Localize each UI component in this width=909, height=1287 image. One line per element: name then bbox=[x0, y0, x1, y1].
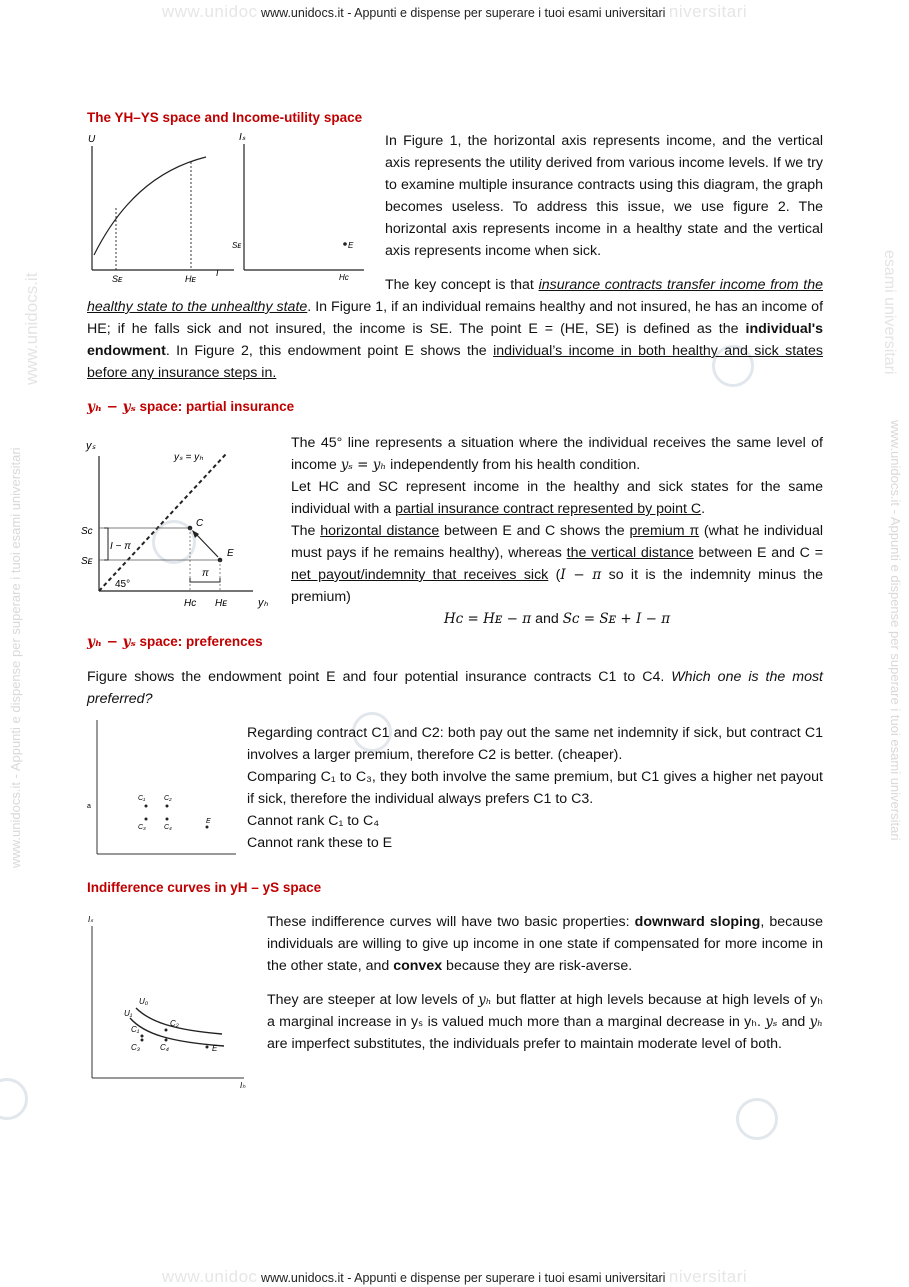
endowment-point bbox=[343, 242, 347, 246]
right-side-watermark: www.unidocs.it - Appunti e dispense per superare i tuoi esami universitari bbox=[888, 420, 903, 841]
s4-p1-bold-2: convex bbox=[393, 958, 443, 974]
left-side-watermark-ghost: www.unidocs.it bbox=[22, 272, 41, 385]
pi-hc-label: Hᴄ bbox=[184, 598, 197, 609]
utility-curve bbox=[94, 157, 206, 255]
section3-heading bbox=[87, 634, 263, 650]
pi-he-label: Hᴇ bbox=[215, 598, 227, 609]
s2-line1-math: yₛ = yₕ bbox=[340, 457, 387, 473]
pref-e-label: E bbox=[206, 818, 211, 825]
s3-intro-question: Which one is the most preferred? bbox=[87, 669, 823, 707]
section1-p1-text: In Figure 1, the horizontal axis represents income, and the vertical axis represents the utility derived from various income levels. If we try to examine multiple insurance contracts using this diagram, the graph becomes useless. To address this issue, we use figure 2. The horizontal axis represents income in a healthy state and the vertical axis represents income when sick. bbox=[385, 133, 823, 259]
ic-xlabel: Iₕ bbox=[240, 1081, 246, 1090]
p2-part-f-underlined: individual’s income in both healthy and sick states before any insurance steps in. bbox=[87, 343, 823, 381]
header-text: www.unidocs.it - Appunti e dispense per superare i tuoi esami universitari bbox=[261, 6, 666, 20]
pi-line-label: yₛ = yₕ bbox=[174, 452, 204, 463]
ic-u1-label: U₁ bbox=[124, 1009, 133, 1018]
s4-p1-bold-1: downward sloping bbox=[634, 914, 761, 930]
pi-angle-label: 45° bbox=[115, 579, 131, 590]
fig2-point-label: E bbox=[348, 241, 354, 250]
s4-p2-d: are imperfect substitutes, the individuals prefer to maintain moderate level of both. bbox=[267, 1036, 782, 1052]
ic-e-label: E bbox=[212, 1044, 218, 1053]
section2-heading-text: space: partial insurance bbox=[135, 399, 295, 414]
pi-xlabel: yₕ bbox=[258, 597, 268, 609]
p2-part-e: . In Figure 2, this endowment point E shows the bbox=[165, 343, 494, 359]
pi-bracket-label: I − π bbox=[110, 541, 131, 552]
p2-part-c: . In Figure 1, if an individual remains healthy and not insured, he has an income of HE; if he falls sick and not insured, the income is SE. The point E = (HE, SE) is defined as the bbox=[87, 299, 824, 337]
ic-c4-label: C₄ bbox=[160, 1043, 169, 1052]
section3-heading-text: space: preferences bbox=[135, 634, 263, 649]
ic-c1-label: C₁ bbox=[131, 1025, 140, 1034]
header-ghost-right: niversitari bbox=[668, 2, 748, 21]
s3-line4: Cannot rank these to E bbox=[247, 835, 393, 851]
s4-p1-a: These indifference curves will have two basic properties: bbox=[267, 914, 635, 930]
left-side-watermark: www.unidocs.it - Appunti e dispense per superare i tuoi esami universitari bbox=[8, 447, 23, 868]
pref-a-label: a bbox=[87, 803, 91, 810]
pi-ylabel: yₛ bbox=[86, 440, 96, 452]
section3-heading-math: yₕ − yₛ bbox=[87, 634, 136, 650]
s4-p2-c: and bbox=[777, 1014, 810, 1030]
pref-c4-label: C₄ bbox=[164, 824, 172, 831]
s2-line3-i: ( bbox=[548, 567, 561, 583]
pi-c-label: C bbox=[196, 518, 204, 529]
s4-p2-a: They are steeper at low levels of bbox=[267, 992, 479, 1008]
watermark-logo-icon bbox=[0, 1078, 28, 1120]
s2-eq-and: and bbox=[531, 611, 563, 627]
ic-u0-label: U₀ bbox=[139, 997, 149, 1006]
header-ghost-left: www.unidoc bbox=[161, 2, 258, 21]
section3-intro bbox=[87, 666, 823, 710]
p2-part-a: The key concept is that bbox=[385, 277, 539, 293]
preferences-diagram bbox=[84, 716, 244, 861]
section3-text bbox=[247, 722, 823, 854]
pref-c1-label: C₁ bbox=[138, 795, 146, 802]
p2-part-d-bold: individual's endowment bbox=[87, 321, 823, 359]
s2-line1-end: independently from his health condition. bbox=[386, 457, 641, 473]
watermark-logo-icon bbox=[736, 1098, 778, 1140]
footer-text: www.unidocs.it - Appunti e dispense per superare i tuoi esami universitari bbox=[261, 1271, 666, 1285]
fig1-tick-he: Hᴇ bbox=[185, 274, 196, 284]
pi-e-label: E bbox=[227, 548, 234, 559]
section2-heading-math: yₕ − yₛ bbox=[87, 399, 136, 415]
s4-p2-b: but flatter at high levels because at high levels of yₕ a marginal increase in yₛ is valued much more than a marginal decrease in yₕ. bbox=[267, 992, 823, 1030]
indifference-curves-diagram bbox=[84, 910, 259, 1090]
section1-heading: The YH–YS space and Income-utility space bbox=[87, 110, 363, 125]
ic-c2-label: C₂ bbox=[170, 1019, 179, 1028]
ic-c3-label: C₃ bbox=[131, 1043, 140, 1052]
footer-ghost-right: niversitari bbox=[668, 1267, 748, 1286]
s2-line3-math: I − π bbox=[560, 567, 602, 583]
s4-p2-math1: yₕ bbox=[478, 992, 492, 1008]
fig2-ytick-se: Sᴇ bbox=[232, 241, 242, 250]
s3-intro-a: Figure shows the endowment point E and four potential insurance contracts C1 to C4. bbox=[87, 669, 672, 685]
s3-line2: Comparing C₁ to C₃, they both involve the same premium, but C1 gives a higher net payout if sick, therefore the individual always prefers C1 to C3. bbox=[247, 769, 823, 807]
s2-line2-a: Let HC and SC represent income in the healthy and sick states for the same individual with a bbox=[291, 479, 823, 517]
s2-line3-f: the vertical distance bbox=[566, 545, 694, 561]
pi-sc-label: Sᴄ bbox=[81, 526, 93, 537]
s2-eq2: Sᴄ = Sᴇ + I − π bbox=[562, 611, 671, 627]
fig1-tick-se: Sᴇ bbox=[112, 274, 123, 284]
section4-heading: Indifference curves in yH – yS space bbox=[87, 880, 322, 895]
s2-line2-underlined: partial insurance contract represented by point C bbox=[395, 501, 702, 517]
right-side-watermark-ghost: esami universitari bbox=[881, 250, 898, 375]
s2-line3-d: premium π bbox=[629, 523, 700, 539]
s4-p2-math3: yₕ bbox=[809, 1014, 824, 1030]
s2-line3-e: (what he individual must pays if he remains healthy), whereas bbox=[291, 523, 823, 561]
s4-p1-c: , because individuals are willing to give up income in one state if compensated for more income in the other state, and bbox=[267, 914, 823, 974]
s2-eq1: Hᴄ = Hᴇ − π bbox=[443, 611, 532, 627]
ic-ylabel: Iₛ bbox=[88, 915, 94, 924]
fig1-xlabel: I bbox=[216, 268, 219, 278]
figure1-figure2-diagrams bbox=[84, 130, 374, 290]
s2-line2-c: . bbox=[701, 501, 706, 517]
section1-paragraph-1 bbox=[385, 130, 823, 262]
section2-heading bbox=[87, 399, 294, 415]
partial-insurance-diagram bbox=[78, 436, 278, 616]
pi-pi-label: π bbox=[202, 568, 209, 579]
page-header bbox=[0, 2, 909, 22]
s2-line3-g: between E and C = bbox=[693, 545, 824, 561]
s2-line3-a: The bbox=[291, 523, 321, 539]
p2-part-b-underlined: insurance contracts transfer income from the healthy state to the unhealthy state bbox=[87, 277, 823, 315]
pi-se-label: Sᴇ bbox=[81, 556, 93, 567]
section1-paragraph-2 bbox=[87, 274, 823, 384]
s2-line3-c: between E and C shows the bbox=[439, 523, 630, 539]
s2-line3-h: net payout/indemnity that receives sick bbox=[291, 567, 549, 583]
fig2-xtick: Hᴄ bbox=[339, 273, 349, 282]
s4-p1-e: because they are risk-averse. bbox=[442, 958, 633, 974]
pref-c2-label: C₂ bbox=[164, 795, 172, 802]
s2-line3-b: horizontal distance bbox=[320, 523, 440, 539]
s4-p2-math2: yₛ bbox=[765, 1014, 778, 1030]
footer-ghost-left: www.unidoc bbox=[161, 1267, 258, 1286]
fig1-ylabel: U bbox=[88, 134, 96, 145]
s3-line3: Cannot rank C₁ to C₄ bbox=[247, 813, 380, 829]
pref-c3-label: C₃ bbox=[138, 824, 146, 831]
s2-line1: The 45° line represents a situation where the individual receives the same level of income bbox=[291, 435, 823, 473]
section4-text bbox=[267, 911, 823, 1055]
fig2-ylabel: Iₛ bbox=[239, 132, 246, 143]
page-footer bbox=[0, 1267, 909, 1287]
s2-line3-j: so it is the indemnity minus the premium) bbox=[291, 567, 823, 605]
indifference-curve-u0 bbox=[136, 1008, 222, 1034]
s3-line1: Regarding contract C1 and C2: both pay out the same net indemnity if sick, but contract C1 involves a larger premium, therefore C2 is better. (cheaper). bbox=[247, 725, 823, 763]
section2-text bbox=[291, 432, 823, 630]
